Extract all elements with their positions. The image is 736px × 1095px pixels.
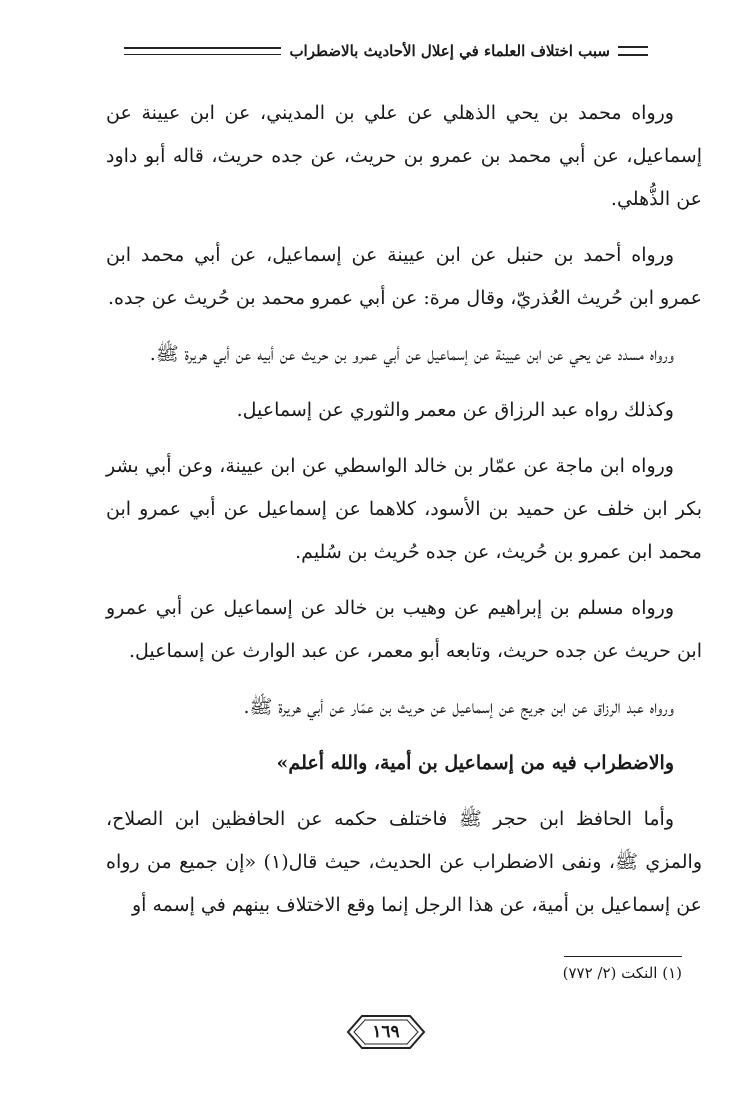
header-rule <box>124 47 281 55</box>
page-number: ١٦٩ <box>372 1022 400 1042</box>
paragraph-7: ورواه عبد الرزاق عن ابن جريج عن إسماعيل عن حريث بن عمّار عن أبي هريرة ﷺ. <box>243 696 674 718</box>
paragraph-6: ورواه مسلم بن إبراهيم عن وهيب بن خالد عن إسماعيل عن أبي عمرو ابن حريث عن جده حريث، وتابعه أبو معمر، عن عبد الوارث عن إسماعيل. <box>106 597 702 662</box>
paragraph-2: ورواه أحمد بن حنبل عن ابن عيينة عن إسماعيل، عن أبي محمد ابن عمرو ابن حُريث العُذريّ، وقال مرة: عن أبي عمرو محمد بن حُريث عن جده. <box>106 244 702 309</box>
page-number-ornament <box>344 1010 428 1054</box>
paragraph-1: ورواه محمد بن يحي الذهلي عن علي بن المديني، عن ابن عيينة عن إسماعيل، عن أبي محمد بن عمرو بن حريث، عن جده حريث، قاله أبو داود عن الذُّهلي. <box>106 102 702 210</box>
section-heading: والاضطراب فيه من إسماعيل بن أمية، والله أعلم» <box>276 752 674 774</box>
paragraph-3: ورواه مسدد عن يحي عن ابن عيينة عن إسماعيل عن أبي عمرو بن حريث عن أبيه عن أبي هريرة ﷺ. <box>149 343 674 365</box>
header-title: سبب اختلاف العلماء في إعلال الأحاديث بالاضطراب <box>289 42 610 60</box>
paragraph-5: ورواه ابن ماجة عن عمّار بن خالد الواسطي عن ابن عيينة، وعن أبي بشر بكر ابن خلف عن حميد بن الأسود، كلاهما عن إسماعيل عن أبي عمرو ابن محمد ابن عمرو بن حُريث، عن جده حُريث بن سُليم. <box>106 455 702 563</box>
footnote-divider <box>564 956 682 957</box>
page-body <box>106 92 702 940</box>
header-ornament <box>618 46 648 56</box>
paragraph-4: وكذلك رواه عبد الرزاق عن معمر والثوري عن إسماعيل. <box>236 399 674 421</box>
footnote: (١) النكت (٢/ ٧٧٢) <box>562 964 682 982</box>
running-header <box>118 36 648 66</box>
paragraph-8: وأما الحافظ ابن حجر ﷺ فاختلف حكمه عن الحافظين ابن الصلاح، والمزي ﷺ، ونفى الاضطراب عن الحديث، حيث قال(١) «إن جميع من رواه عن إسماعيل بن أمية، عن هذا الرجل إنما وقع الاختلاف بينهم في إسمه أو <box>106 808 703 916</box>
